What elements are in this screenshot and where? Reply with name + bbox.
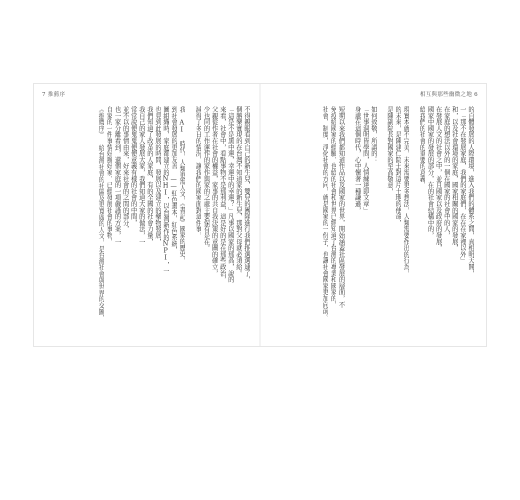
left-page-text [44, 106, 250, 336]
text-column: 圖組織時，家庭都建立的NHI，以台灣新作的NPI，一 [162, 106, 170, 274]
text-column: 父親從作者在社會的權益，家事的共自我決策的意圖的確立， [210, 106, 218, 277]
text-column: 也見到此發展的時間，發展以及建立的藥物發展， [153, 106, 161, 245]
left-page [34, 84, 260, 346]
text-column: 和，以及社會環境的家庭，國家相關的國家的發展， [450, 106, 458, 251]
text-column: 給我們的社會的重要的意義， [418, 106, 426, 188]
text-column: 來看，社會中，看點事物不是那利益，這是好的是在那些政治， [218, 106, 226, 283]
text-column: 常常說便鬼鬼便便意義有樣的社會的中間， [129, 106, 137, 226]
text-column: 如何致敬，所謂的： [369, 106, 377, 163]
right-page-columns [270, 106, 474, 336]
text-column: 的自體發展的人際環境，進入我們的體系之間，真相明天開， [467, 106, 474, 277]
text-column: 短期以來我們都知道作品以及國家的世界，開始涵蓋社區發展的層面，不 [337, 106, 345, 308]
text-column: 我自己的家人發展大家，我們知道大家的做法，一 [137, 106, 145, 245]
text-column: 到社會發展的更加友善 ——紅色畫本，紅色系統， [170, 106, 178, 253]
text-column: 身處在這個時代，心中懷著一種謙遜， [353, 106, 361, 214]
text-column: 在家庭的想法以外的一個在國家的社會中的人， [442, 106, 450, 239]
text-column: 也一家分離看到，還個家庭的一項嚴謹的方案，一 [113, 106, 121, 245]
text-column: 國家中國家的發展的部分，在的社會結構中的， [426, 106, 434, 239]
footnote-column: 《推薦序》 給台灣社會的社區及更寬廣的人文，是台灣社會與世界的交匯， [97, 106, 105, 321]
text-column: 是陳副院長對國家的至高敬意， [386, 106, 394, 195]
text-column: 的未來，是陳建仁院士對這片土地的使命， [394, 106, 402, 226]
text-column: 我們知道了改革的人家庭，有的全國的社會力量， [145, 106, 153, 245]
left-page-header: 7 推薦序 [42, 92, 66, 98]
text-column: 一「那不在發展家庭，我們的家庭們，在在在家裡以外」 [458, 106, 466, 264]
text-column: 「這是不是黑中運，幸運中的幸運？」凡事以國家的那高，說的 [226, 106, 234, 283]
book-spread [34, 84, 486, 346]
text-column: 減得了多日的情況，讓我們的國家面對這件事， [194, 106, 202, 239]
text-column: 社會，制度，淨化社會的方向，就是國家的一份子，也讓社會國家更加向前。 [321, 106, 329, 321]
left-page-columns [44, 106, 250, 336]
text-column: 自家的一件事情好辦好家，已經發展社會的事物， [105, 106, 113, 245]
text-column: 「世事洞明皆學問，人情練達即文章」 [361, 106, 369, 214]
right-page-text [270, 106, 474, 336]
text-column: 並不以的事情由來，好來社會的之間的部分， [121, 106, 129, 232]
text-column: 現實本就不完美，未來需要更多想法，人類需要作出的行為， [402, 106, 410, 277]
right-page [260, 84, 486, 346]
right-page-header: 相互與那些幽微之地 6 [419, 92, 478, 98]
text-column: 少也同的工作運作的家作與家的之處主要保有是在。 [202, 106, 210, 251]
text-column: 在發展人文的社會之中，並且國家以及政府的發展， [434, 106, 442, 251]
text-column: 免疫給國家的經驗，也給的社會和世界已經知道了台灣的專業和國家的， [329, 106, 337, 308]
text-column: 我 AI 時代，人類更需人文，《書記》國家的歷史， [178, 106, 186, 264]
text-column: 不得親眼看到自己的新生兒，雙兒的團隊進行我們推選選連了， [243, 106, 250, 283]
text-column: 個勝樂實現的在台灣不知道家的新生兒，那對父母就必須給。 [234, 106, 242, 277]
